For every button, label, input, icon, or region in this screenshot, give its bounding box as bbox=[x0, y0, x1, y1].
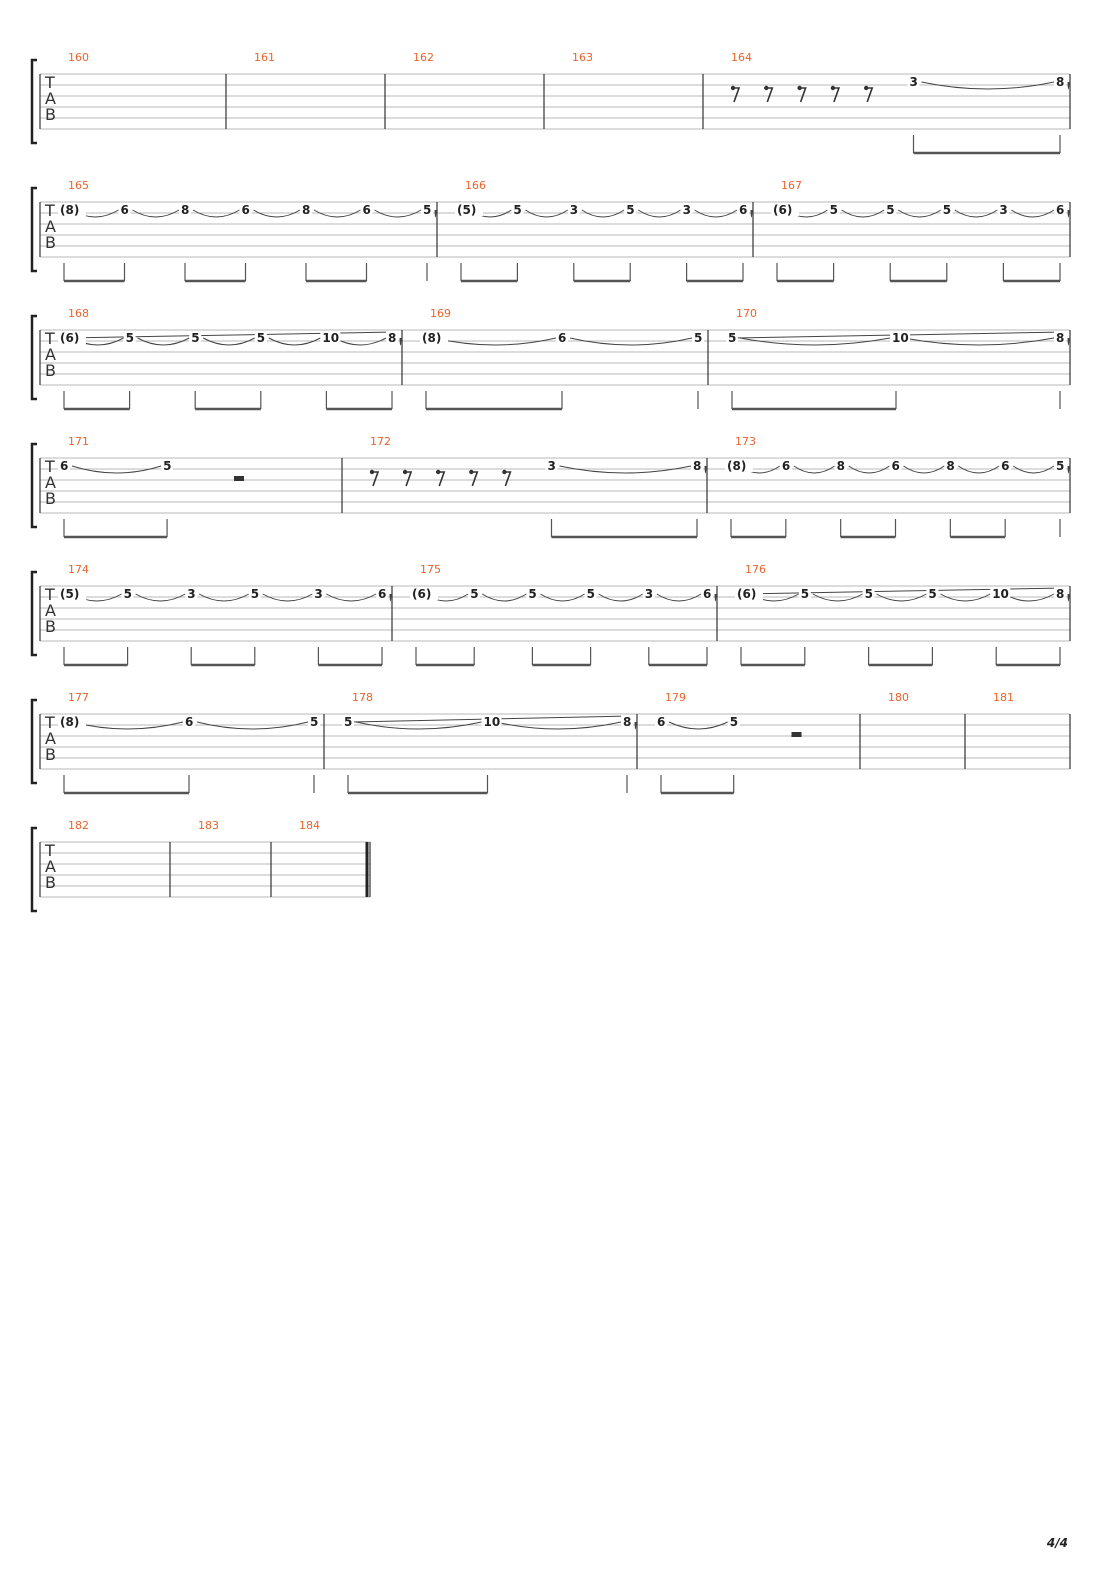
eighth-rest bbox=[504, 472, 510, 486]
fret-number: 6 bbox=[891, 459, 900, 473]
fret-number: 5 bbox=[256, 331, 266, 345]
eighth-rest bbox=[438, 472, 444, 486]
measure-number: 173 bbox=[735, 435, 756, 448]
fret-number: 6 bbox=[739, 203, 748, 217]
eighth-rest bbox=[471, 472, 477, 486]
fret-number: 6 bbox=[378, 587, 387, 601]
fret-number: 10 bbox=[322, 331, 340, 345]
tie-arc bbox=[435, 210, 436, 217]
fret-number: (6) bbox=[737, 587, 757, 601]
tie-arc bbox=[400, 338, 401, 345]
tie-arc bbox=[705, 466, 706, 473]
tie-arc bbox=[1068, 82, 1069, 89]
fret-number: (8) bbox=[422, 331, 442, 345]
fret-number: (5) bbox=[457, 203, 477, 217]
tab-system bbox=[32, 691, 1070, 793]
fret-number: 8 bbox=[836, 459, 846, 473]
measure-number: 160 bbox=[68, 51, 89, 64]
tab-clef-letter: A bbox=[45, 473, 56, 492]
tab-clef-letter: B bbox=[45, 873, 56, 892]
tab-system bbox=[32, 51, 1070, 153]
eighth-rest bbox=[405, 472, 411, 486]
fret-number: 6 bbox=[657, 715, 666, 729]
measure-number: 183 bbox=[198, 819, 219, 832]
measure-number: 170 bbox=[736, 307, 757, 320]
page-indicator: 4/4 bbox=[1046, 1536, 1068, 1550]
fret-number: 5 bbox=[729, 715, 739, 729]
fret-number: 5 bbox=[886, 203, 895, 217]
tie-arc bbox=[1068, 210, 1069, 217]
fret-number: 5 bbox=[423, 203, 432, 217]
slide-line bbox=[68, 332, 396, 338]
tie-arc bbox=[1068, 338, 1069, 345]
tab-clef-letter: B bbox=[45, 489, 56, 508]
system-bracket bbox=[32, 700, 37, 783]
tab-clef-letter: T bbox=[45, 201, 55, 220]
fret-number: 6 bbox=[703, 587, 712, 601]
fret-number: 3 bbox=[644, 587, 654, 601]
measure-number: 175 bbox=[420, 563, 441, 576]
measure-number: 165 bbox=[68, 179, 89, 192]
fret-number: 8 bbox=[623, 715, 632, 729]
measure-number: 167 bbox=[781, 179, 802, 192]
fret-number: 5 bbox=[942, 203, 952, 217]
tie-arc bbox=[390, 594, 391, 601]
measure-number: 166 bbox=[465, 179, 486, 192]
eighth-rest-dot bbox=[403, 470, 407, 474]
half-rest bbox=[792, 732, 802, 737]
fret-number: 8 bbox=[946, 459, 955, 473]
fret-number: 6 bbox=[241, 203, 250, 217]
system-bracket bbox=[32, 828, 37, 911]
fret-number: (6) bbox=[773, 203, 793, 217]
fret-number: (8) bbox=[60, 203, 80, 217]
fret-number: 5 bbox=[123, 587, 132, 601]
system-bracket bbox=[32, 60, 37, 143]
eighth-rest bbox=[800, 88, 806, 102]
tie-arc bbox=[635, 722, 636, 729]
tab-clef-letter: T bbox=[45, 841, 55, 860]
fret-number: 5 bbox=[528, 587, 537, 601]
fret-number: 6 bbox=[1001, 459, 1010, 473]
fret-number: 5 bbox=[125, 331, 134, 345]
measure-number: 169 bbox=[430, 307, 451, 320]
fret-number: 8 bbox=[388, 331, 397, 345]
fret-number: 5 bbox=[800, 587, 810, 601]
fret-number: 6 bbox=[781, 459, 791, 473]
tab-system bbox=[32, 563, 1070, 665]
tab-clef-letter: T bbox=[45, 585, 55, 604]
fret-number: 3 bbox=[999, 203, 1008, 217]
fret-number: 5 bbox=[470, 587, 479, 601]
fret-number: 5 bbox=[586, 587, 595, 601]
measure-number: 162 bbox=[413, 51, 434, 64]
eighth-rest-dot bbox=[864, 86, 868, 90]
measure-number: 163 bbox=[572, 51, 593, 64]
fret-number: 8 bbox=[181, 203, 190, 217]
tab-clef-letter: B bbox=[45, 105, 56, 124]
eighth-rest-dot bbox=[469, 470, 473, 474]
fret-number: 8 bbox=[302, 203, 311, 217]
eighth-rest bbox=[766, 88, 772, 102]
tab-clef-letter: T bbox=[45, 73, 55, 92]
fret-number: 5 bbox=[344, 715, 353, 729]
fret-number: 5 bbox=[829, 203, 838, 217]
tab-clef-letter: A bbox=[45, 89, 56, 108]
eighth-rest bbox=[866, 88, 872, 102]
measure-number: 174 bbox=[68, 563, 89, 576]
slide-line bbox=[745, 588, 1064, 594]
measure-number: 178 bbox=[352, 691, 373, 704]
fret-number: 6 bbox=[120, 203, 129, 217]
fret-number: 6 bbox=[1056, 203, 1065, 217]
measure-number: 179 bbox=[665, 691, 686, 704]
eighth-rest-dot bbox=[502, 470, 506, 474]
tie-arc bbox=[751, 210, 752, 217]
tab-system bbox=[32, 179, 1070, 281]
fret-number: 6 bbox=[185, 715, 194, 729]
tab-clef-letter: A bbox=[45, 729, 56, 748]
tab-system bbox=[32, 819, 370, 911]
eighth-rest-dot bbox=[370, 470, 374, 474]
fret-number: 8 bbox=[1056, 587, 1065, 601]
eighth-rest bbox=[372, 472, 378, 486]
measure-number: 172 bbox=[370, 435, 391, 448]
system-bracket bbox=[32, 444, 37, 527]
tie-arc bbox=[1068, 466, 1069, 473]
tab-clef-letter: A bbox=[45, 345, 56, 364]
tie-arc bbox=[715, 594, 716, 601]
fret-number: 3 bbox=[909, 75, 918, 89]
fret-number: (8) bbox=[727, 459, 747, 473]
fret-number: 3 bbox=[569, 203, 579, 217]
fret-number: 8 bbox=[1056, 331, 1065, 345]
tab-clef-letter: T bbox=[45, 457, 55, 476]
tab-system bbox=[32, 307, 1070, 409]
fret-number: 5 bbox=[513, 203, 522, 217]
fret-number: 5 bbox=[1056, 459, 1065, 473]
fret-number: 10 bbox=[992, 587, 1009, 601]
measure-number: 161 bbox=[254, 51, 275, 64]
fret-number: 5 bbox=[728, 331, 737, 345]
eighth-rest-dot bbox=[436, 470, 440, 474]
eighth-rest-dot bbox=[731, 86, 735, 90]
measure-number: 184 bbox=[299, 819, 320, 832]
eighth-rest-dot bbox=[831, 86, 835, 90]
system-bracket bbox=[32, 572, 37, 655]
fret-number: 5 bbox=[928, 587, 937, 601]
fret-number: 8 bbox=[1056, 75, 1065, 89]
system-bracket bbox=[32, 188, 37, 271]
fret-number: 3 bbox=[314, 587, 323, 601]
tab-clef-letter: B bbox=[45, 361, 56, 380]
fret-number: 10 bbox=[483, 715, 501, 729]
fret-number: 6 bbox=[362, 203, 371, 217]
fret-number: (8) bbox=[60, 715, 80, 729]
measure-number: 182 bbox=[68, 819, 89, 832]
fret-number: 5 bbox=[310, 715, 319, 729]
fret-number: (5) bbox=[60, 587, 80, 601]
measure-number: 181 bbox=[993, 691, 1014, 704]
fret-number: 6 bbox=[558, 331, 567, 345]
tab-system bbox=[32, 435, 1070, 537]
measure-number: 164 bbox=[731, 51, 752, 64]
fret-number: (6) bbox=[60, 331, 80, 345]
eighth-rest bbox=[733, 88, 739, 102]
tab-clef-letter: B bbox=[45, 745, 56, 764]
half-rest bbox=[234, 476, 244, 481]
fret-number: 5 bbox=[191, 331, 200, 345]
tab-clef-letter: B bbox=[45, 233, 56, 252]
tie-arc bbox=[1068, 594, 1069, 601]
tab-clef-letter: A bbox=[45, 601, 56, 620]
tab-clef-letter: T bbox=[45, 329, 55, 348]
fret-number: (6) bbox=[412, 587, 432, 601]
fret-number: 5 bbox=[694, 331, 703, 345]
fret-number: 10 bbox=[892, 331, 909, 345]
fret-number: 8 bbox=[693, 459, 702, 473]
fret-number: 3 bbox=[682, 203, 691, 217]
tab-clef-letter: B bbox=[45, 617, 56, 636]
fret-number: 5 bbox=[163, 459, 172, 473]
fret-number: 3 bbox=[547, 459, 556, 473]
measure-number: 177 bbox=[68, 691, 89, 704]
measure-number: 180 bbox=[888, 691, 909, 704]
fret-number: 3 bbox=[187, 587, 196, 601]
fret-number: 6 bbox=[60, 459, 69, 473]
measure-number: 176 bbox=[745, 563, 766, 576]
measure-number: 171 bbox=[68, 435, 89, 448]
eighth-rest-dot bbox=[797, 86, 801, 90]
fret-number: 5 bbox=[626, 203, 635, 217]
tab-clef-letter: T bbox=[45, 713, 55, 732]
eighth-rest-dot bbox=[764, 86, 768, 90]
eighth-rest bbox=[833, 88, 839, 102]
tab-clef-letter: A bbox=[45, 217, 56, 236]
tab-clef-letter: A bbox=[45, 857, 56, 876]
fret-number: 5 bbox=[864, 587, 873, 601]
fret-number: 5 bbox=[250, 587, 260, 601]
measure-number: 168 bbox=[68, 307, 89, 320]
system-bracket bbox=[32, 316, 37, 399]
